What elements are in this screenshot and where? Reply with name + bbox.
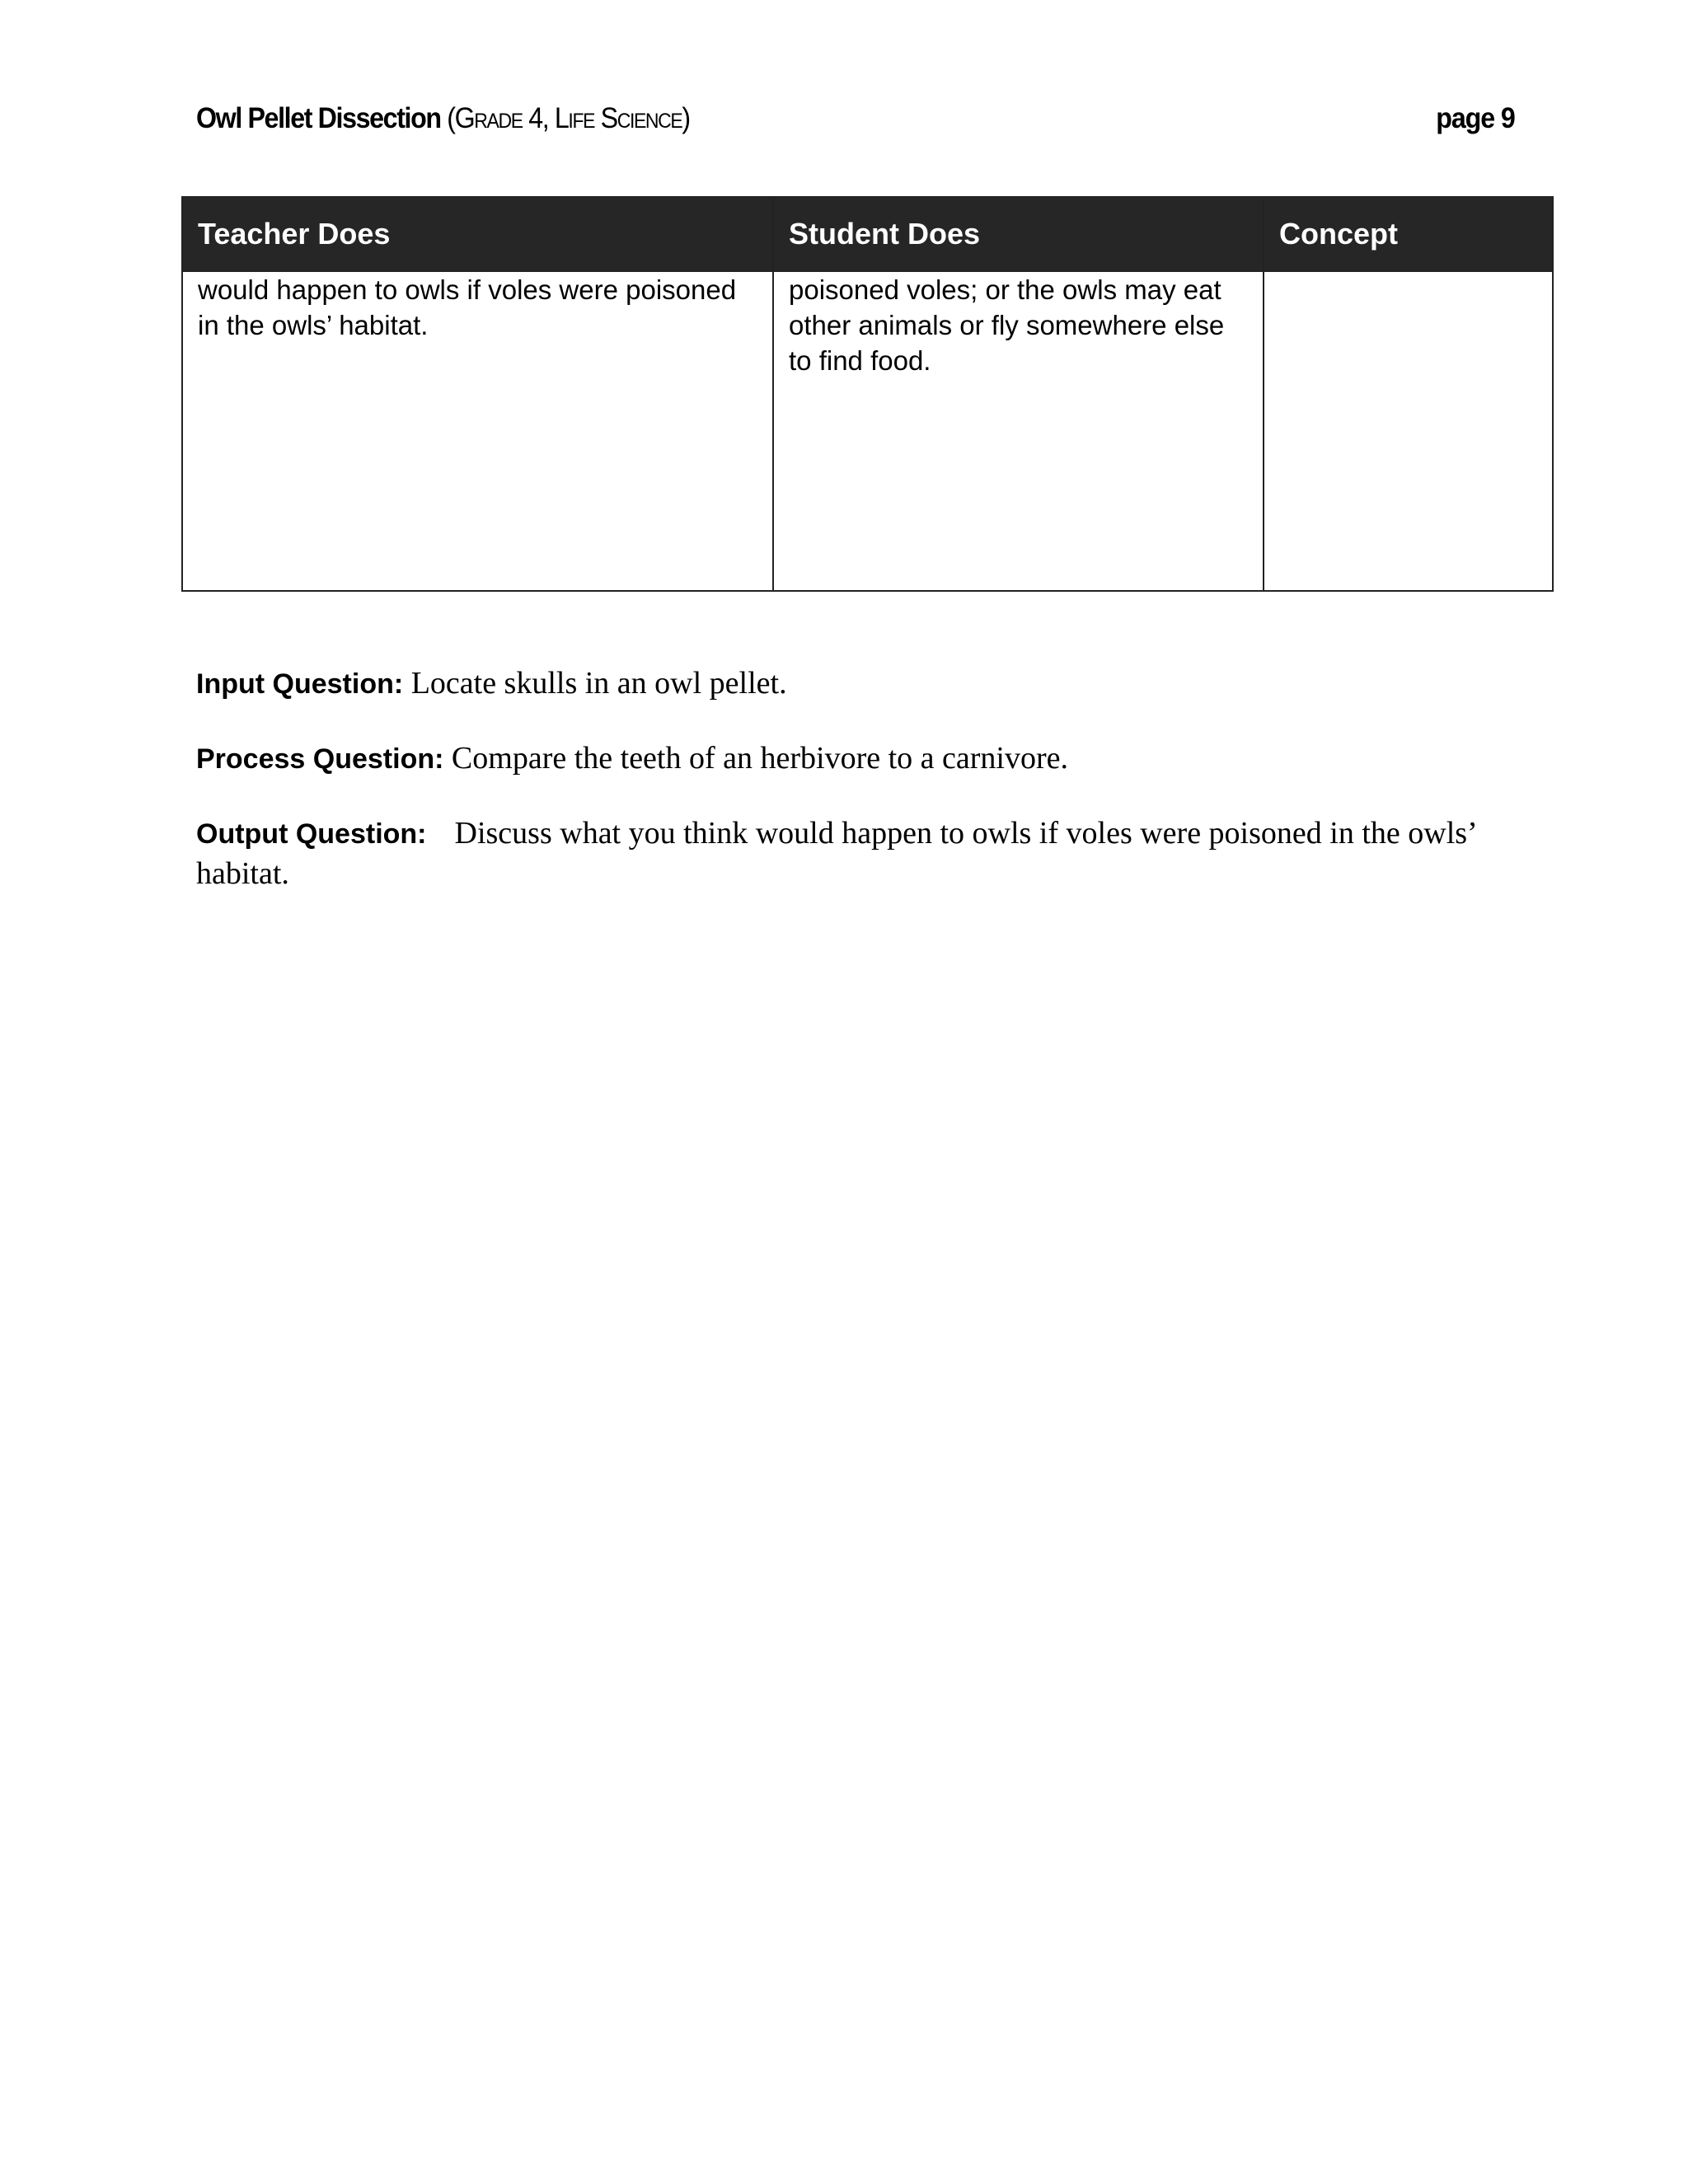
output-question xyxy=(196,813,1515,893)
column-header-concept: Concept xyxy=(1264,197,1553,271)
page-number: page 9 xyxy=(1436,102,1515,134)
cell-teacher-does: would happen to owls if voles were poisoned in the owls’ habitat. xyxy=(182,271,773,591)
page-header xyxy=(196,99,1515,148)
input-question-label: Input Question: xyxy=(196,668,404,700)
cell-concept xyxy=(1264,271,1553,591)
subtitle-grade: Grade xyxy=(454,102,523,134)
column-header-teacher-does: Teacher Does xyxy=(182,197,773,271)
subtitle-subject: Life Science xyxy=(554,102,682,134)
input-question-text: Locate skulls in an owl pellet. xyxy=(403,666,787,701)
document-title xyxy=(196,102,690,135)
process-question-text: Compare the teeth of an herbivore to a carnivore. xyxy=(443,741,1068,776)
output-question-label: Output Question: xyxy=(196,818,427,850)
column-header-student-does: Student Does xyxy=(773,197,1264,271)
process-question-label: Process Question: xyxy=(196,743,444,775)
lesson-table xyxy=(181,196,1554,592)
cell-student-does: poisoned voles; or the owls may eat other animals or fly somewhere else to find food. xyxy=(773,271,1264,591)
table-row xyxy=(182,271,1553,591)
output-question-text: Discuss what you think would happen to owls if voles were poisoned in the owls’ habitat. xyxy=(196,816,1475,891)
subtitle-open: ( xyxy=(440,102,455,134)
process-question xyxy=(196,738,1515,779)
input-question xyxy=(196,663,1515,704)
subtitle-close: ) xyxy=(682,102,690,134)
table-header-row xyxy=(182,197,1553,271)
title-text: Owl Pellet Dissection xyxy=(196,102,441,134)
questions-section xyxy=(196,663,1515,928)
subtitle-number: 4, xyxy=(522,102,555,134)
